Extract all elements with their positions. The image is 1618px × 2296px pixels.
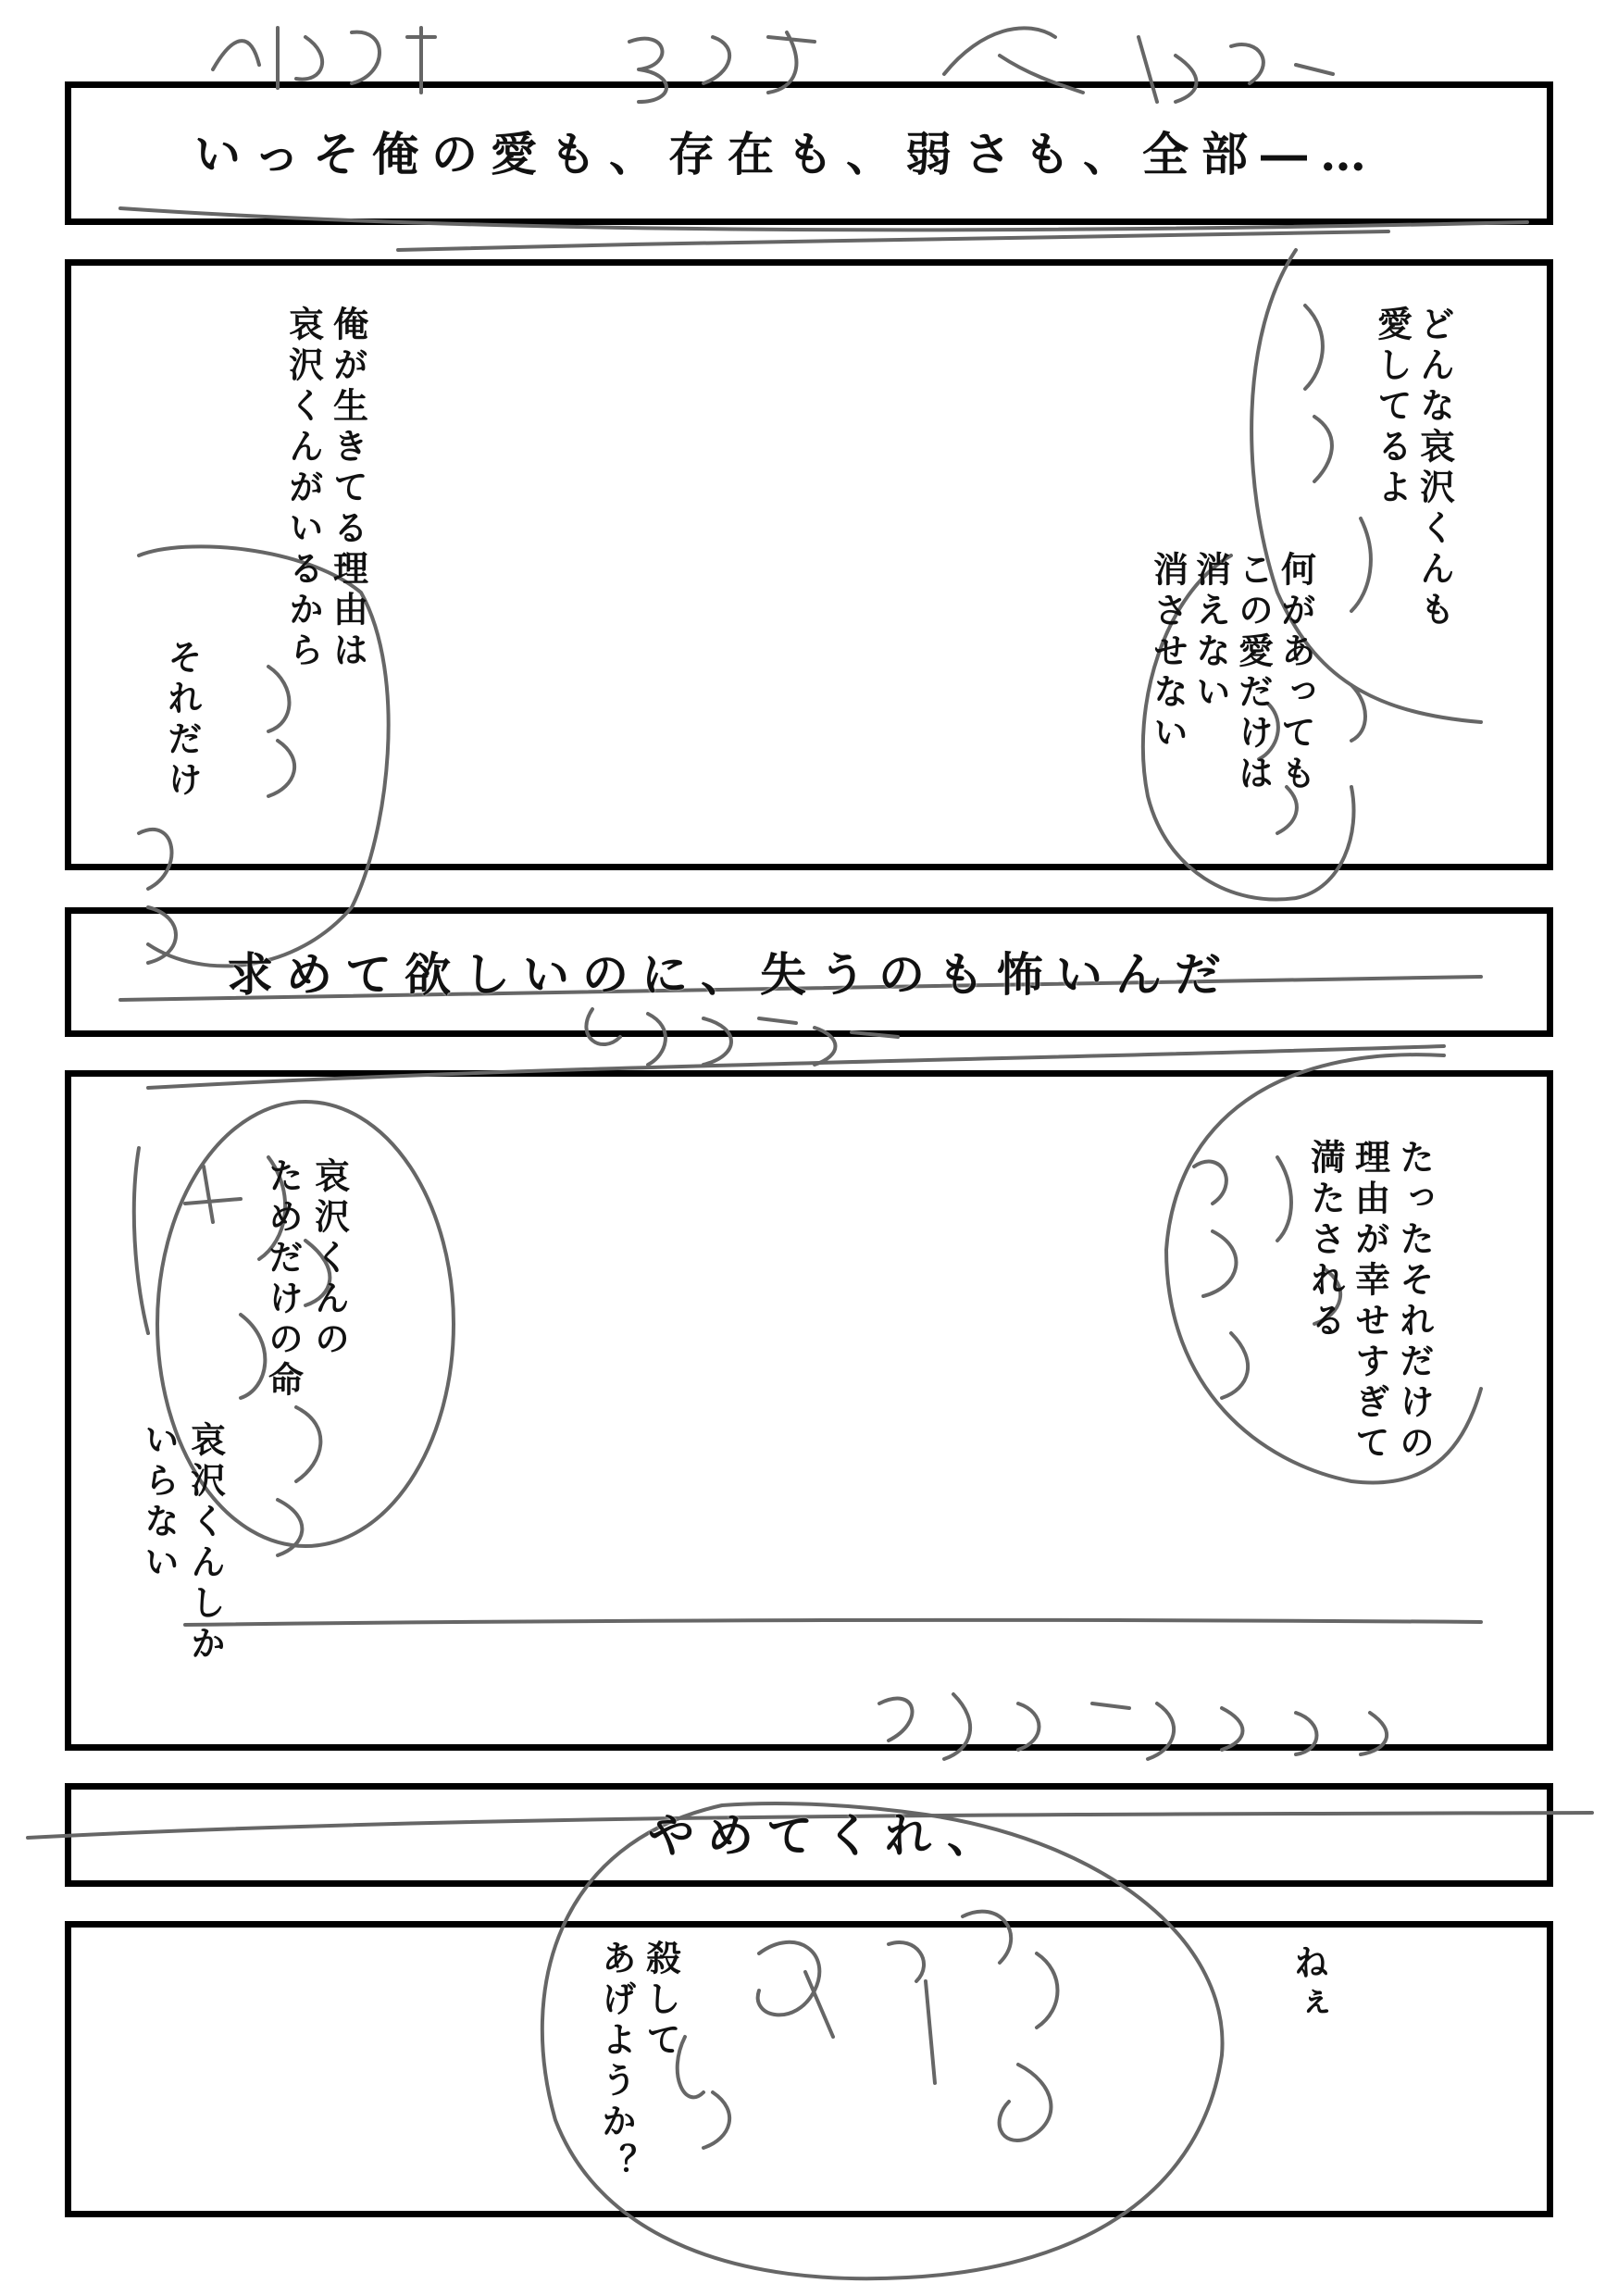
speech-column: 満たされる (1304, 1139, 1347, 1342)
speech-column: あげようか？ (595, 1940, 638, 2184)
speech-column: 消えない (1189, 551, 1232, 714)
sketch-line (398, 231, 1388, 250)
manga-panel-3 (65, 1921, 1553, 2217)
speech-column: 殺して (640, 1940, 682, 2062)
speech-column: それだけ (161, 639, 204, 802)
speech-column: ためだけの命 (262, 1157, 305, 1402)
speech-column: 理由が幸せすぎて (1349, 1139, 1391, 1465)
caption-text-2: 求めて欲しいのに、失うのも怖いんだ (227, 947, 1234, 1002)
caption-text-3: やめてくれ、 (648, 1808, 1006, 1863)
caption-text-1: いっそ俺の愛も、存在も、弱さも、全部―… (194, 127, 1379, 181)
speech-column: 哀沢くんしか (184, 1421, 227, 1666)
speech-column: 俺が生きてる理由は (327, 306, 369, 672)
sketch-scribble (1231, 44, 1333, 83)
speech-column: いらない (138, 1421, 180, 1584)
speech-column: たったそれだけの (1393, 1139, 1436, 1465)
speech-column: 愛してるよ (1371, 306, 1413, 509)
speech-column: 哀沢くんの (308, 1157, 351, 1361)
speech-column: 哀沢くんがいるから (282, 306, 325, 672)
speech-column: 消させない (1147, 551, 1189, 755)
speech-column: この愛だけは (1232, 551, 1275, 795)
speech-column: どんな哀沢くんも (1413, 306, 1456, 631)
speech-column: ねぇ (1288, 1944, 1330, 2026)
speech-column: 何があっても (1275, 551, 1317, 795)
